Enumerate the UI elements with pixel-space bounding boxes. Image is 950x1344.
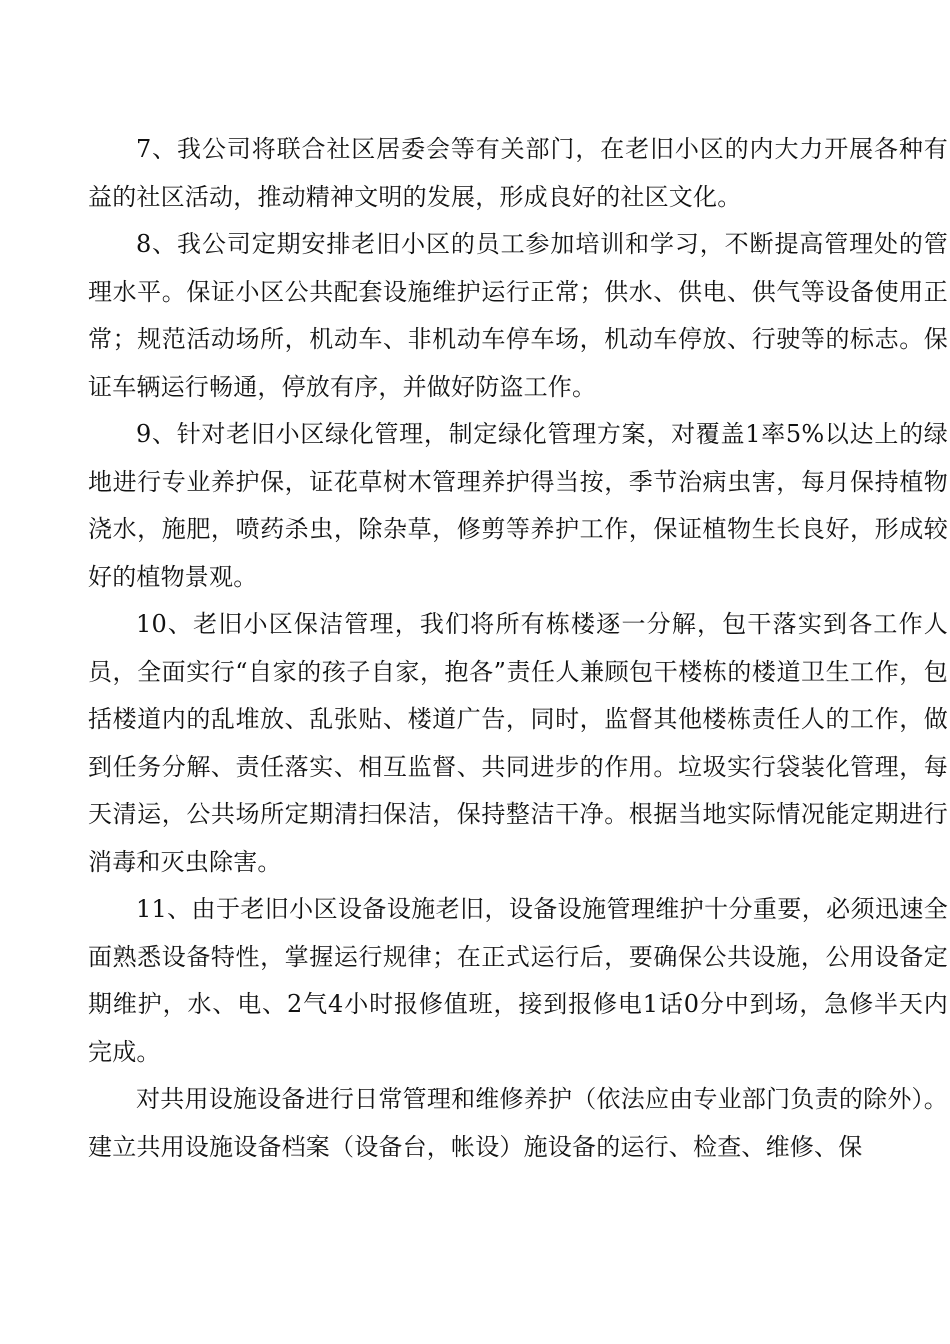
paragraph-10: 10、老旧小区保洁管理，我们将所有栋楼逐一分解，包干落实到各工作人员，全面实行“自家的孩子自家，抱各”责任人兼顾包干楼栋的楼道卫生工作，包括楼道内的乱堆放、乱张贴、楼道广告，同时，监督其他楼栋责任人的工作，做到任务分解、责任落实、相互监督、共同进步的作用。垃圾实行袋装化管理，每天清运，公共场所定期清扫保洁，保持整洁干净。根据当地实际情况能定期进行消毒和灭虫除害。 [88,610,948,876]
paragraph-7: 7、我公司将联合社区居委会等有关部门，在老旧小区的内大力开展各种有益的社区活动，推动精神文明的发展，形成良好的社区文化。 [88,135,948,211]
paragraph-8: 8、我公司定期安排老旧小区的员工参加培训和学习，不断提高管理处的管理水平。保证小区公共配套设施维护运行正常；供水、供电、供气等设备使用正常；规范活动场所，机动车、非机动车停车场，机动车停放、行驶等的标志。保证车辆运行畅通，停放有序，并做好防盗工作。 [88,230,948,401]
paragraph-facilities: 对共用设施设备进行日常管理和维修养护（依法应由专业部门负责的除外）。建立共用设施设备档案（设备台，帐设）施设备的运行、检查、维修、保 [88,1085,948,1161]
paragraph-9: 9、针对老旧小区绿化管理，制定绿化管理方案，对覆盖1率5%以达上的绿地进行专业养护保，证花草树木管理养护得当按，季节治病虫害，每月保持植物浇水，施肥，喷药杀虫，除杂草，修剪等养护工作，保证植物生长良好，形成较好的植物景观。 [88,420,948,591]
document-body [88,126,948,1171]
paragraph-11: 11、由于老旧小区设备设施老旧，设备设施管理维护十分重要，必须迅速全面熟悉设备特性，掌握运行规律；在正式运行后，要确保公共设施，公用设备定期维护，水、电、2气4小时报修值班，接到报修电1话0分中到场，急修半天内完成。 [88,895,948,1066]
